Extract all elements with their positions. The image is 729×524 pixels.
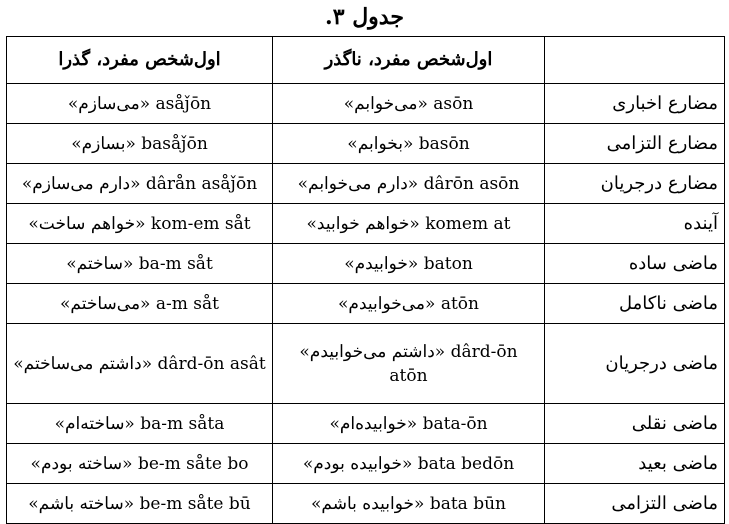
tense-label: آینده bbox=[545, 204, 725, 244]
transitive-form: be-m såte bū bbox=[139, 493, 251, 514]
intransitive-cell bbox=[273, 404, 545, 444]
tense-label: ماضی ساده bbox=[545, 244, 725, 284]
transitive-gloss: «می‌ساختم» bbox=[60, 293, 151, 314]
transitive-form: asåǰōn bbox=[155, 93, 212, 114]
intransitive-cell bbox=[273, 204, 545, 244]
header-tense bbox=[545, 37, 725, 84]
tense-label: ماضی درجریان bbox=[545, 324, 725, 404]
table-row bbox=[7, 324, 725, 404]
table-row bbox=[7, 404, 725, 444]
transitive-cell bbox=[7, 244, 273, 284]
transitive-form: kom-em såt bbox=[150, 213, 251, 234]
table-header-row bbox=[7, 37, 725, 84]
intransitive-form: dârōn asōn bbox=[423, 173, 520, 194]
table-row bbox=[7, 204, 725, 244]
transitive-form: dârån asåǰōn bbox=[145, 173, 258, 194]
intransitive-form: bata-ōn bbox=[422, 413, 488, 434]
intransitive-gloss: «خواهم خوابید» bbox=[306, 213, 420, 234]
intransitive-gloss: «بخوابم» bbox=[347, 133, 414, 154]
intransitive-cell bbox=[273, 324, 545, 404]
transitive-gloss: «می‌سازم» bbox=[67, 93, 151, 114]
transitive-gloss: «داشتم می‌ساختم» bbox=[13, 353, 153, 374]
intransitive-form: bata būn bbox=[429, 493, 506, 514]
transitive-cell bbox=[7, 204, 273, 244]
transitive-cell bbox=[7, 484, 273, 524]
table-row bbox=[7, 284, 725, 324]
intransitive-cell bbox=[273, 484, 545, 524]
intransitive-form: baton bbox=[423, 253, 473, 274]
transitive-form: basåǰōn bbox=[141, 133, 208, 154]
transitive-gloss: «خواهم ساخت» bbox=[28, 213, 146, 234]
intransitive-form: dârd-ōn atōn bbox=[389, 341, 518, 386]
intransitive-cell bbox=[273, 164, 545, 204]
transitive-form: ba-m såta bbox=[140, 413, 225, 434]
tense-label: مضارع اخباری bbox=[545, 84, 725, 124]
intransitive-gloss: «می‌خوابیدم» bbox=[338, 293, 436, 314]
intransitive-form: komem at bbox=[425, 213, 511, 234]
transitive-cell bbox=[7, 124, 273, 164]
tense-label: مضارع التزامی bbox=[545, 124, 725, 164]
table-caption: جدول ۳. bbox=[325, 4, 404, 30]
transitive-gloss: «ساخته باشم» bbox=[28, 493, 135, 514]
intransitive-form: basōn bbox=[418, 133, 470, 154]
transitive-cell bbox=[7, 164, 273, 204]
table-row bbox=[7, 484, 725, 524]
table-row bbox=[7, 124, 725, 164]
transitive-gloss: «ساختم» bbox=[66, 253, 134, 274]
tense-label: مضارع درجریان bbox=[545, 164, 725, 204]
transitive-form: ba-m såt bbox=[138, 253, 213, 274]
transitive-form: dârd-ōn asât bbox=[157, 353, 266, 374]
table-row bbox=[7, 84, 725, 124]
intransitive-gloss: «خوابیدم» bbox=[344, 253, 419, 274]
intransitive-cell bbox=[273, 84, 545, 124]
intransitive-gloss: «دارم می‌خوابم» bbox=[297, 173, 419, 194]
header-intransitive: اول‌شخص مفرد، ناگذر bbox=[273, 37, 545, 84]
transitive-gloss: «بسازم» bbox=[71, 133, 136, 154]
intransitive-gloss: «خوابیده بودم» bbox=[302, 453, 413, 474]
transitive-cell bbox=[7, 444, 273, 484]
tense-label: ماضی التزامی bbox=[545, 484, 725, 524]
table-row bbox=[7, 444, 725, 484]
intransitive-gloss: «می‌خوابم» bbox=[343, 93, 428, 114]
tense-label: ماضی نقلی bbox=[545, 404, 725, 444]
intransitive-cell bbox=[273, 284, 545, 324]
intransitive-gloss: «خوابیده‌ام» bbox=[329, 413, 418, 434]
transitive-cell bbox=[7, 284, 273, 324]
transitive-cell bbox=[7, 404, 273, 444]
transitive-gloss: «ساخته بودم» bbox=[30, 453, 133, 474]
tense-label: ماضی بعید bbox=[545, 444, 725, 484]
intransitive-form: atōn bbox=[440, 293, 479, 314]
intransitive-form: bata bedōn bbox=[417, 453, 515, 474]
intransitive-cell bbox=[273, 244, 545, 284]
transitive-form: a-m såt bbox=[155, 293, 219, 314]
transitive-cell bbox=[7, 324, 273, 404]
tense-label: ماضی ناکامل bbox=[545, 284, 725, 324]
transitive-form: be-m såte bo bbox=[137, 453, 249, 474]
intransitive-cell bbox=[273, 124, 545, 164]
conjugation-table bbox=[6, 36, 725, 524]
transitive-gloss: «ساخته‌ام» bbox=[54, 413, 135, 434]
table-row bbox=[7, 164, 725, 204]
table-row bbox=[7, 244, 725, 284]
intransitive-gloss: «داشتم می‌خوابیدم» bbox=[299, 341, 446, 362]
intransitive-form: asōn bbox=[433, 93, 474, 114]
header-transitive: اول‌شخص مفرد، گذرا bbox=[7, 37, 273, 84]
intransitive-gloss: «خوابیده باشم» bbox=[311, 493, 425, 514]
transitive-cell bbox=[7, 84, 273, 124]
intransitive-cell bbox=[273, 444, 545, 484]
transitive-gloss: «دارم می‌سازم» bbox=[21, 173, 141, 194]
